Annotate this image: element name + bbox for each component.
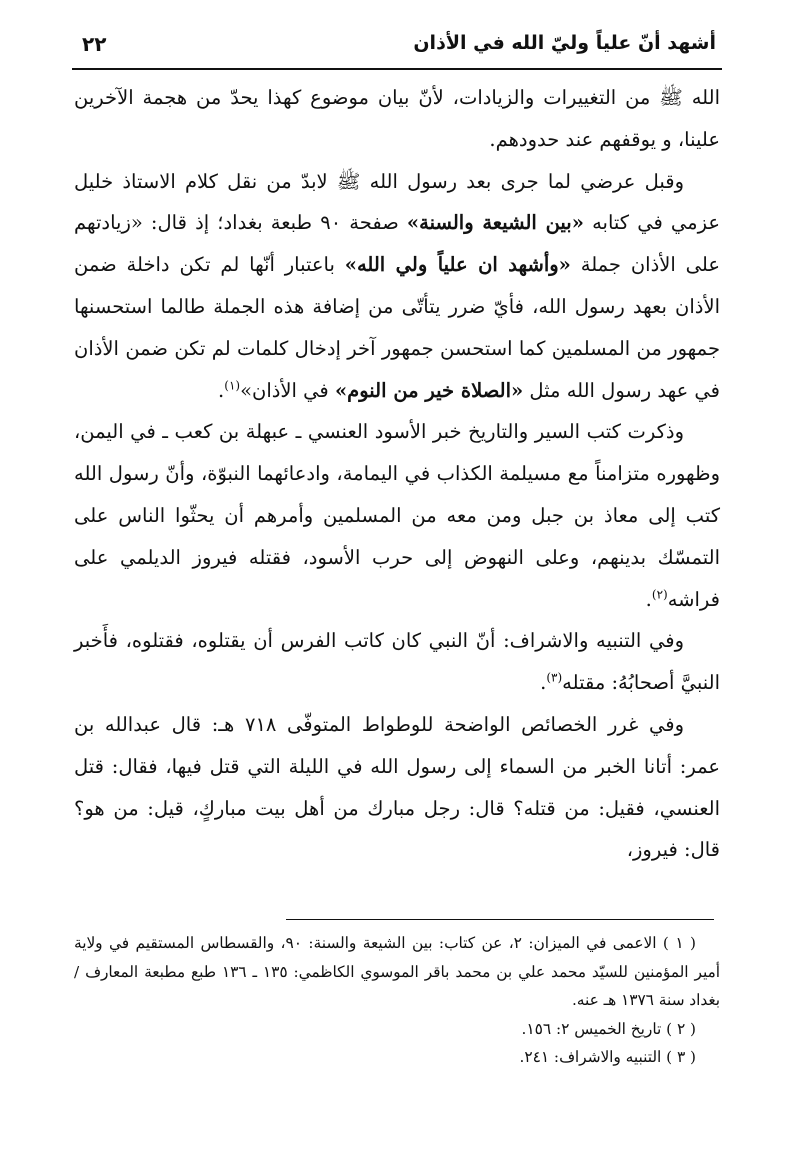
- footnote-2: ( ٢ ) تاريخ الخميس ٢: ١٥٦.: [521, 1019, 696, 1038]
- paragraph-2: وقبل عرضي لما جرى بعد رسول الله ﷺ لابدّ من نقل كلام الاستاذ خليل عزمي في كتابه «بين الشيعة والسنة» صفحة ٩٠ طبعة بغداد؛ إذ قال: «زيادتهم على الأذان جملة «وأشهد ان علياً ولي الله» باعتبار أنّها لم تكن داخلة ضمن الأذان بعهد رسول الله، فأيّ ضرر يتأتّى من إضافة هذه الجملة طالما استحسنها جمهور من المسلمين كما استحسن جمهور آخر إدخال كلمات لم تكن ضمن الأذان في عهد رسول الله مثل «الصلاة خير من النوم» في الأذان»$^{(١)}$.: [74, 169, 720, 402]
- footnotes: [74, 929, 720, 1072]
- p4-text: وفي التنبيه والاشراف: أنّ النبي كان كاتب الفرس أن يقتلوه، فقتلوه، فأَخبر النبيَّ أصحابُهُ: مقتله: [74, 629, 720, 695]
- paragraph-4: وفي التنبيه والاشراف: أنّ النبي كان كاتب الفرس أن يقتلوه، فقتلوه، فأَخبر النبيَّ أصحابُهُ: مقتله$^{(٣)}$.: [74, 629, 720, 695]
- footnote-ref-2[interactable]: (٢): [651, 587, 668, 602]
- p2-text-g: في الأذان»: [240, 378, 329, 402]
- footnote-ref-3[interactable]: (٣): [546, 670, 563, 685]
- footnote-3: ( ٣ ) التنبيه والاشراف: ٢٤١.: [519, 1048, 696, 1066]
- page-number: ٢٢: [82, 32, 107, 56]
- p2-text-a: وقبل عرضي لما جرى بعد رسول الله ﷺ لابدّ من نقل كلام الاستاذ خليل عزمي في كتابه: [74, 169, 720, 235]
- footnote-ref-1[interactable]: (١): [224, 378, 241, 393]
- page-header: [72, 22, 722, 70]
- p2-text-e: باعتبار أنّها لم تكن داخلة ضمن الأذان بعهد رسول الله، فأيّ ضرر يتأتّى من إضافة هذه الجملة طالما استحسنها جمهور من المسلمين كما استحسن جمهور آخر إدخال كلمات لم تكن ضمن الأذان في عهد رسول الله مثل: [74, 253, 720, 402]
- paragraph-1: الله ﷺ من التغييرات والزيادات، لأنّ بيان موضوع كهذا يحدّ من هجمة الآخرين علينا، و يوقفهم عند حدودهم.: [74, 86, 720, 151]
- footnote-1: ( ١ ) الاعمى في الميزان: ٢، عن كتاب: بين الشيعة والسنة: ٩٠، والقسطاس المستقيم في ولاية أمير المؤمنين للسيّد محمد علي بن محمد باقر الموسوي الكاظمي: ١٣٥ ـ ١٣٦ طبع مطبعة المعارف / بغداد سنة ١٣٧٦ هـ عنه.: [74, 934, 721, 1009]
- p2-text-c: صفحة ٩٠ طبعة بغداد؛ إذ قال: «زيادتهم على الأذان جملة: [74, 211, 720, 277]
- running-title: أشهد أنّ علياً وليّ الله في الأذان: [413, 32, 716, 54]
- paragraph-5: وفي غرر الخصائص الواضحة للوطواط المتوفّى ٧١٨ هـ: قال عبدالله بن عمر: أتانا الخبر من السماء إلى رسول الله في الليلة التي قتل فيها، فقال: قتل العنسي، فقيل: من قتله؟ قال: رجل مبارك من أهل بيت مباركٍ، قيل: من هو؟ قال: فيروز،: [74, 712, 720, 862]
- paragraph-3: وذكرت كتب السير والتاريخ خبر الأسود العنسي ـ عبهلة بن كعب ـ في اليمن، وظهوره متزامناً مع مسيلمة الكذاب في اليمامة، وادعائهما النبوّة، وأنّ رسول الله كتب إلى معاذ بن جبل ومن معه من المسلمين وأمرهم أن يحثّوا الناس على التمسّك بدينهم، وعلى النهوض إلى حرب الأسود، فقتله فيروز الديلمي على فراشه$^{(٢)}$.: [74, 420, 720, 611]
- footnote-divider: [286, 919, 714, 920]
- p3-text: وذكرت كتب السير والتاريخ خبر الأسود العنسي ـ عبهلة بن كعب ـ في اليمن، وظهوره متزامناً مع مسيلمة الكذاب في اليمامة، وادعائهما النبوّة، وأنّ رسول الله كتب إلى معاذ بن جبل ومن معه من المسلمين وأمرهم أن يحثّوا الناس على التمسّك بدينهم، وعلى النهوض إلى حرب الأسود، فقتله فيروز الديلمي على فراشه: [74, 420, 720, 611]
- book-title-quote: «بين الشيعة والسنة»: [406, 211, 584, 235]
- shahada-phrase-quote: «وأشهد ان علياً ولي الله»: [344, 253, 571, 277]
- salat-phrase-quote: «الصلاة خير من النوم»: [334, 378, 524, 402]
- main-text: [74, 77, 720, 871]
